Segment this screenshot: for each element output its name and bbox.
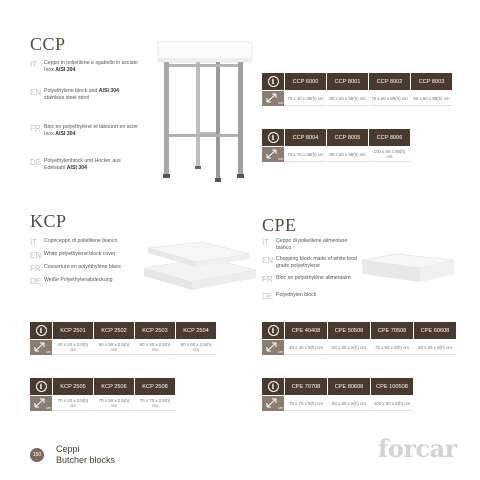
model-size: 60 x 60 x 8(h) cm bbox=[414, 340, 456, 355]
kcp-desc-it bbox=[30, 238, 140, 248]
model-size: 70 x 70 x 2,5(h) cm bbox=[135, 396, 175, 411]
model-code: CPE 70508 bbox=[371, 322, 413, 339]
size-unit: cm bbox=[278, 406, 283, 410]
cpe-spec-table-2 bbox=[262, 378, 413, 411]
ccp-stool-image bbox=[152, 36, 258, 186]
model-code: CCP 8002 bbox=[369, 73, 410, 90]
model-size: 80 x 60 x 8(h) cm bbox=[328, 396, 370, 411]
model-size: 60 x 60 x 88(h) cm bbox=[411, 91, 452, 106]
dimensions-icon bbox=[30, 396, 52, 411]
ccp-desc-en bbox=[30, 88, 138, 101]
desc-bold: AISI 304 bbox=[98, 88, 119, 94]
dimensions-icon bbox=[30, 340, 52, 355]
ccp-spec-table-2 bbox=[262, 129, 410, 162]
lang-code: EN bbox=[262, 256, 274, 265]
lang-code: FR bbox=[262, 275, 273, 284]
model-code: CPE 50508 bbox=[328, 322, 370, 339]
model-size: 70 x 50 x 8(h) cm bbox=[371, 340, 413, 355]
info-icon: i bbox=[30, 322, 52, 339]
ccp-desc-de bbox=[30, 158, 138, 171]
section-title-ccp: CCP bbox=[30, 34, 66, 54]
cpe-spec-table-1 bbox=[262, 322, 456, 355]
dimensions-icon bbox=[262, 396, 284, 411]
desc-text: Polyethylen block bbox=[276, 292, 317, 298]
lang-code: IT bbox=[30, 60, 38, 69]
size-unit: cm bbox=[46, 406, 51, 410]
spec-columns bbox=[284, 129, 410, 162]
model-code: CPE 80608 bbox=[328, 378, 370, 395]
desc-text: Ceppo di polietilene alimentare bianco bbox=[276, 238, 348, 251]
model-code: CCP 8005 bbox=[327, 129, 368, 146]
model-size: 40 x 40 x 2,5(h) cm bbox=[53, 340, 93, 355]
cpe-desc-fr bbox=[262, 275, 362, 285]
spec-columns bbox=[52, 322, 216, 355]
kcp-spec-table-2 bbox=[30, 378, 175, 411]
info-icon: i bbox=[30, 378, 52, 395]
desc-text: Bloc en polyéthylène alimentaire bbox=[276, 275, 351, 281]
cpe-desc-en bbox=[262, 256, 358, 269]
desc-text: Chopping block made of white food grade polyethylene bbox=[276, 256, 358, 269]
kcp-board-image bbox=[142, 238, 258, 296]
info-icon: i bbox=[262, 378, 284, 395]
model-size: 80 x 60 x 88(h) cm bbox=[327, 147, 368, 162]
info-icon: i bbox=[262, 73, 284, 90]
model-code: CCP 8003 bbox=[411, 73, 452, 90]
model-size: 70 x 40 x 2,5(h) cm bbox=[53, 396, 93, 411]
desc-text: White polyethylene block cover bbox=[44, 251, 116, 257]
lang-code: IT bbox=[262, 238, 270, 247]
model-size: 60 x 40 x 2,5(h) cm bbox=[135, 340, 175, 355]
ccp-desc-it bbox=[30, 60, 138, 73]
cpe-desc-it bbox=[262, 238, 358, 251]
model-size: 70 x 40 x 88(h) cm bbox=[285, 91, 326, 106]
model-code: KCP 2503 bbox=[135, 322, 175, 339]
ccp-spec-table-1 bbox=[262, 73, 452, 106]
cpe-desc-de bbox=[262, 292, 358, 302]
desc-text: Polyethylene block and bbox=[44, 88, 99, 94]
model-size: 100 x 50 x 88(h) cm bbox=[369, 147, 410, 162]
model-size: 100 x 50 x 8(h) cm bbox=[371, 396, 413, 411]
model-code: CPE 100508 bbox=[371, 378, 413, 395]
dimensions-icon bbox=[262, 147, 284, 162]
size-unit: cm bbox=[278, 101, 283, 105]
spec-columns bbox=[284, 378, 413, 411]
model-size: 60 x 60 x 2,5(h) cm bbox=[176, 340, 216, 355]
desc-text: Weiße Polyethylenabdeckung bbox=[44, 277, 113, 283]
dimensions-icon bbox=[262, 340, 284, 355]
size-unit: cm bbox=[278, 350, 283, 354]
model-size: 40 x 40 x 8(h) cm bbox=[285, 340, 327, 355]
model-code: KCP 2501 bbox=[53, 322, 93, 339]
page-number: 150 bbox=[30, 448, 44, 462]
lang-code: DE bbox=[30, 277, 42, 286]
kcp-spec-table-1 bbox=[30, 322, 216, 355]
model-code: CPE 40408 bbox=[285, 322, 327, 339]
model-size: 50 x 50 x 8(h) cm bbox=[328, 340, 370, 355]
lang-code: EN bbox=[30, 88, 42, 97]
model-size: 50 x 50 x 88(h) cm bbox=[327, 91, 368, 106]
desc-text: Polyethylenblock und Hocker aus Edelstahl bbox=[44, 158, 121, 171]
forcar-logo: forcar bbox=[378, 434, 457, 463]
model-code: KCP 2504 bbox=[176, 322, 216, 339]
kcp-desc-fr bbox=[30, 264, 140, 274]
spec-columns bbox=[52, 378, 175, 411]
desc-bold: AISI 304 bbox=[55, 130, 76, 137]
info-icon: i bbox=[262, 129, 284, 146]
lang-code: FR bbox=[30, 124, 41, 133]
kcp-desc-en bbox=[30, 251, 140, 261]
kcp-desc-de bbox=[30, 277, 140, 287]
section-title-cpe: CPE bbox=[262, 215, 297, 235]
model-code: CCP 6000 bbox=[285, 73, 326, 90]
desc-text: Copriceppo di polietilene bianco bbox=[44, 238, 118, 244]
desc-text: Bloc en polyéthylène et tabouret en acier Inox bbox=[44, 124, 139, 137]
model-code: CCP 8001 bbox=[327, 73, 368, 90]
lang-code: DE bbox=[30, 158, 42, 167]
desc-bold: AISI 304 bbox=[55, 66, 76, 73]
info-icon: i bbox=[262, 322, 284, 339]
model-code: CPE 60608 bbox=[414, 322, 456, 339]
model-size: 70 x 70 x 8(h) cm bbox=[285, 396, 327, 411]
model-code: CCP 8004 bbox=[285, 129, 326, 146]
model-code: KCP 2505 bbox=[53, 378, 93, 395]
dimensions-icon bbox=[262, 91, 284, 106]
desc-text: stainless steel stool bbox=[44, 94, 89, 101]
lang-code: FR bbox=[30, 264, 41, 273]
model-code: CPE 70708 bbox=[285, 378, 327, 395]
model-code: KCP 2508 bbox=[135, 378, 175, 395]
desc-bold: AISI 304 bbox=[66, 164, 87, 171]
lang-code: IT bbox=[30, 238, 38, 247]
footer-title-it: Ceppi bbox=[56, 444, 80, 454]
model-size: 70 x 70 x 88(h) cm bbox=[285, 147, 326, 162]
model-code: KCP 2506 bbox=[94, 378, 134, 395]
model-code: KCP 2502 bbox=[94, 322, 134, 339]
desc-text: Couverture en polyéthylène blanc bbox=[44, 264, 122, 270]
spec-columns bbox=[284, 322, 456, 355]
size-unit: cm bbox=[46, 350, 51, 354]
size-unit: cm bbox=[278, 157, 283, 161]
section-title-kcp: KCP bbox=[30, 211, 67, 231]
model-size: 70 x 50 x 2,5(h) cm bbox=[94, 396, 134, 411]
ccp-desc-fr bbox=[30, 124, 138, 137]
model-code: CCP 8006 bbox=[369, 129, 410, 146]
desc-text: Ceppo in polietilene e sgabello in acciaio Inox bbox=[44, 60, 138, 73]
model-size: 50 x 50 x 2,5(h) cm bbox=[94, 340, 134, 355]
lang-code: DE bbox=[262, 292, 274, 301]
cpe-block-image bbox=[360, 252, 456, 286]
footer-title-en: Butcher blocks bbox=[56, 455, 116, 465]
model-size: 70 x 50 x 88(h) cm bbox=[369, 91, 410, 106]
spec-columns bbox=[284, 73, 452, 106]
lang-code: EN bbox=[30, 251, 42, 260]
